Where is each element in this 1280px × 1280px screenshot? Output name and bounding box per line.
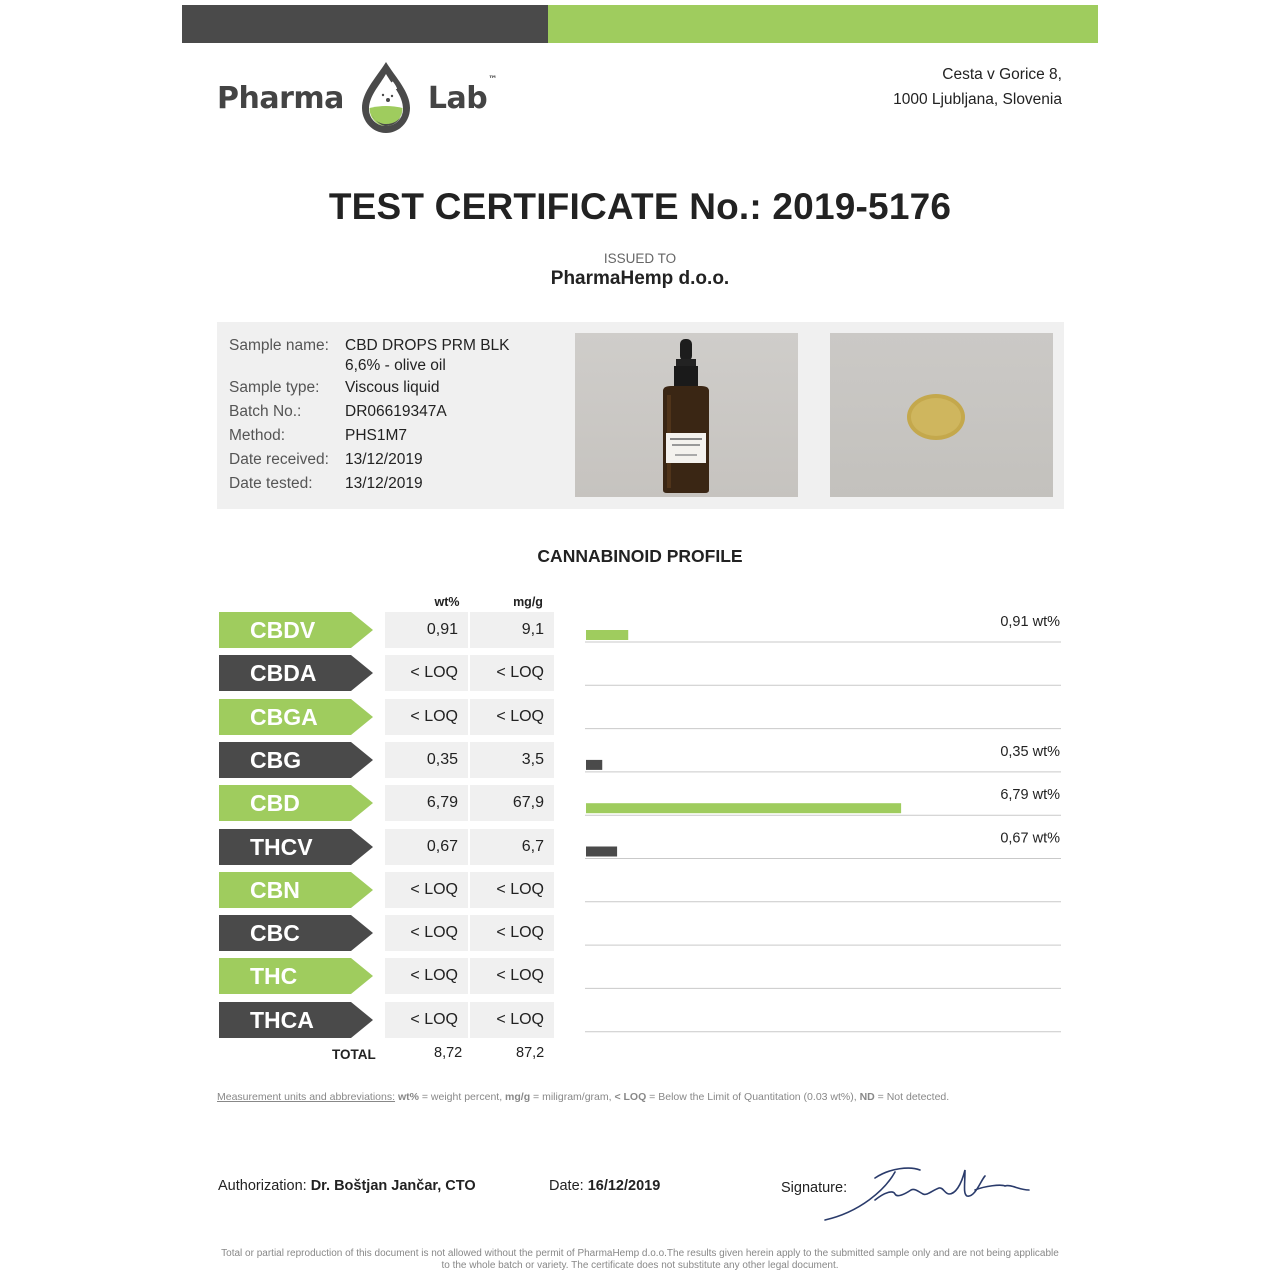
chart-data-label-thcv: 0,67 wt% [1000,830,1060,847]
authorization-name: Dr. Boštjan Jančar, CTO [310,1178,476,1194]
measurement-footnote [217,1091,949,1103]
sample-type-value: Viscous liquid [345,379,440,396]
chart-bar-thcv [586,847,617,857]
footnote-nd-key: ND [859,1091,875,1103]
chart-bar-cbg [586,760,602,770]
wt-value: < LOQ [385,915,468,951]
footnote-lead: Measurement units and abbreviations: [217,1091,396,1103]
address-line-2: 1000 Ljubljana, Slovenia [893,91,1062,108]
date-label: Date: [549,1178,584,1194]
batch-label: Batch No.: [229,403,302,420]
logo-text-left: Pharma [217,80,344,116]
sample-name-line-1: CBD DROPS PRM BLK [345,337,510,354]
batch-value: DR06619347A [345,403,447,420]
mg-value: 3,5 [470,742,554,778]
wt-value: 0,35 [385,742,468,778]
sample-name-value [345,334,510,376]
wt-value: 6,79 [385,785,468,821]
sample-details [229,334,510,496]
sample-spot-photo [830,333,1053,497]
total-wt-value: 8,72 [434,1045,463,1061]
date-received-label: Date received: [229,451,329,468]
mg-value: < LOQ [470,1002,554,1038]
pharmalab-logo [217,60,497,136]
cannabinoid-name: CBDA [250,660,317,687]
header-bar-green [548,5,1098,43]
date-tested-value: 13/12/2019 [345,475,423,492]
sample-type-label: Sample type: [229,379,320,396]
dropper-bottle-image [575,333,798,497]
mg-value: < LOQ [470,915,554,951]
mg-value: < LOQ [470,872,554,908]
chart-bar-cbd [586,803,901,813]
header-bar-dark [182,5,548,43]
chart-data-label-cbd: 6,79 wt% [1000,787,1060,804]
disclaimer-line-2: to the whole batch or variety. The certificate does not substitute any other legal document. [441,1260,839,1271]
cannabinoid-name: THCA [250,1006,314,1033]
wt-value: 0,91 [385,612,468,648]
sample-name-label: Sample name: [229,337,329,354]
cannabinoid-name: CBG [250,746,302,773]
wt-value: < LOQ [385,655,468,691]
authorization [218,1178,476,1194]
cannabinoid-name: CBC [250,920,300,947]
authorization-date [549,1178,660,1194]
footnote-mg-desc: = miligram/gram, [530,1091,615,1103]
address-line-1: Cesta v Gorice 8, [942,66,1062,83]
logo-text-right [427,74,497,116]
issued-to-label: ISSUED TO [603,251,677,266]
mg-value: < LOQ [470,655,554,691]
certificate-title: TEST CERTIFICATE No.: 2019-5176 [328,186,952,227]
cannabinoid-name: CBD [250,790,300,817]
cannabinoid-name: THC [250,963,298,990]
chart-bar-cbdv [586,630,628,640]
wt-column-header: wt% [434,595,460,609]
footnote-mg-key: mg/g [505,1091,531,1103]
wt-value: < LOQ [385,958,468,994]
issued-to-name: PharmaHemp d.o.o. [550,268,730,289]
mg-column-header: mg/g [513,595,543,609]
cannabinoid-profile-title: CANNABINOID PROFILE [537,546,743,566]
footnote-wt-key: wt% [397,1091,419,1103]
batch-row [229,400,510,424]
total-mg-value: 87,2 [516,1045,545,1061]
chart-data-label-cbdv: 0,91 wt% [1000,614,1060,630]
wt-value: 0,67 [385,829,468,865]
sample-name-line-2: 6,6% - olive oil [345,357,446,374]
total-label: TOTAL [332,1047,376,1062]
disclaimer-line-1: Total or partial reproduction of this document is not allowed without the permit of PharmaHemp d.o.o.The results given herein apply to the submitted sample only and are not being applicable [221,1248,1059,1259]
drop-logo-icon [356,60,416,136]
method-value: PHS1M7 [345,427,408,444]
date-value: 16/12/2019 [587,1178,661,1194]
footnote-wt-desc: = weight percent, [418,1091,506,1103]
method-label: Method: [229,427,286,444]
logo-trademark: ™ [488,74,497,85]
date-received-row [229,448,510,472]
cannabinoid-name: CBGA [250,703,318,730]
signature-label: Signature: [781,1180,848,1196]
sample-type-row [229,376,510,400]
mg-value: 6,7 [470,829,554,865]
date-tested-row [229,472,510,496]
cannabinoid-name: THCV [250,833,313,860]
handwritten-signature [815,1160,1045,1230]
mg-value: 9,1 [470,612,554,648]
authorization-label: Authorization: [218,1178,307,1194]
company-address [893,62,1062,112]
wt-value: < LOQ [385,872,468,908]
footnote-loq-key: < LOQ [614,1091,647,1103]
date-received-value: 13/12/2019 [345,451,423,468]
oil-spot-image [830,333,1053,497]
mg-value: 67,9 [470,785,554,821]
wt-value: < LOQ [385,699,468,735]
legal-disclaimer [200,1248,1080,1272]
chart-data-label-cbg: 0,35 wt% [1000,743,1060,760]
footnote-nd-desc: = Not detected. [874,1091,950,1103]
mg-value: < LOQ [470,699,554,735]
mg-value: < LOQ [470,958,554,994]
method-row [229,424,510,448]
footnote-loq-desc: = Below the Limit of Quantitation (0.03 wt%), [646,1091,860,1103]
cannabinoid-bar-chart [585,600,1063,1040]
sample-name-row [229,334,510,376]
cannabinoid-name: CBN [250,876,300,903]
date-tested-label: Date tested: [229,475,313,492]
wt-value: < LOQ [385,1002,468,1038]
header-color-bar [182,5,1098,43]
logo-text-lab: Lab [427,80,488,116]
cannabinoid-name: CBDV [250,617,316,643]
sample-bottle-photo [575,333,798,497]
